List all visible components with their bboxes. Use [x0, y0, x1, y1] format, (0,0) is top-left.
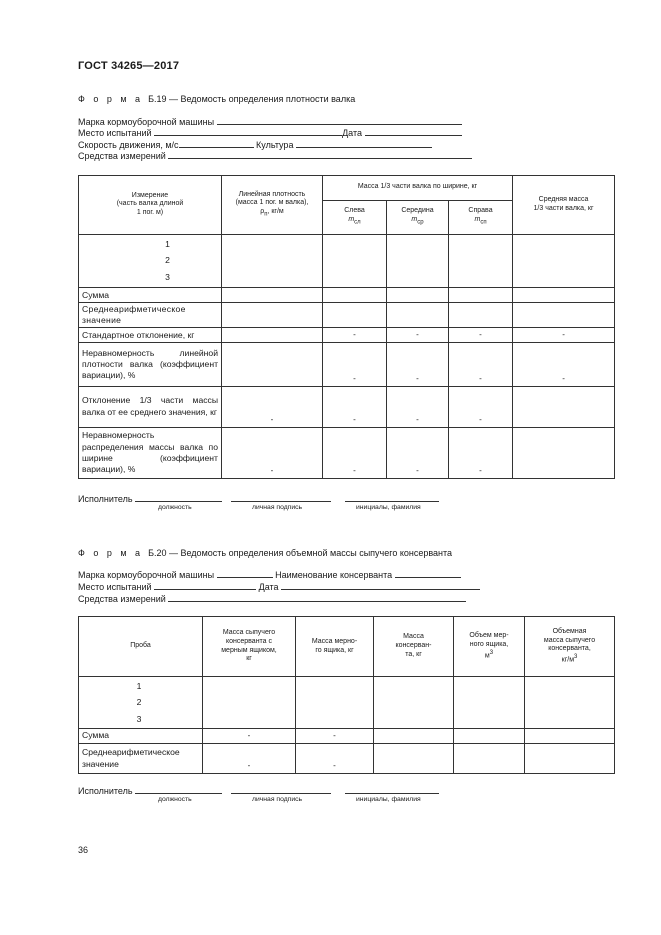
dash-cell: - — [387, 386, 449, 427]
signature-block-2 — [78, 784, 439, 796]
field-label: Место испытаний — [78, 582, 152, 592]
row-distribution-label: Неравномерность распределения массы валка по ширине (коэффициент вариации), % — [79, 427, 222, 478]
caption-signature: личная подпись — [252, 796, 303, 803]
fill-line — [135, 784, 222, 794]
header-bulk-mass: Масса сыпучего консерванта с мерным ящиком, кг — [203, 617, 296, 677]
fill-line — [231, 784, 331, 794]
fill-line — [217, 115, 462, 125]
dash-cell: - — [449, 427, 513, 478]
field-label: Дата — [258, 582, 279, 592]
header-measurement: Измерение (часть валка длиной 1 пог. м) — [79, 176, 222, 235]
field-label: Средства измерений — [78, 151, 166, 161]
header-bulk-density: Объемная масса сыпучего консерванта, $кг/м^3$ — [525, 617, 615, 677]
table-row — [79, 677, 615, 729]
form-b19-table — [78, 175, 615, 479]
row-sum-label: Сумма — [79, 287, 222, 302]
field-label: Скорость движения, м/с — [78, 140, 179, 150]
row-std-label: Стандартное отклонение, кг — [79, 327, 222, 342]
dash-cell: - — [296, 729, 374, 744]
dash-cell: - — [513, 343, 615, 386]
form-b20-line-instruments — [78, 592, 466, 604]
field-label: Марка кормоуборочной машины — [78, 570, 215, 580]
header-sample: Проба — [79, 617, 203, 677]
table-row — [79, 427, 615, 478]
signature-label: Исполнитель — [78, 786, 133, 796]
dash-cell: - — [323, 386, 387, 427]
header-box-volume: Объем мер- ного ящика, $м^3$ — [454, 617, 525, 677]
fill-line — [281, 580, 480, 590]
signature-block-1 — [78, 492, 439, 504]
dash-cell: - — [387, 327, 449, 342]
header-average-mass: Средняя масса 1/3 части валка, кг — [513, 176, 615, 235]
row-uneven-label: Неравномерность линейной плотности валка (коэффициент вариации), % — [79, 343, 222, 386]
fill-line — [345, 492, 439, 502]
row-mean-label: Среднеарифметическое значение — [79, 303, 222, 328]
caption-name: инициалы, фамилия — [356, 504, 421, 511]
table-row — [79, 744, 615, 774]
dash-cell: - — [323, 327, 387, 342]
fill-line — [296, 138, 432, 148]
fill-line — [217, 568, 273, 578]
table-row — [79, 303, 615, 328]
table-row — [79, 234, 615, 287]
signature-label: Исполнитель — [78, 494, 133, 504]
field-label: Средства измерений — [78, 594, 166, 604]
row-mean-label: Среднеарифметическое значение — [79, 744, 203, 774]
fill-line — [135, 492, 222, 502]
form-prefix: Ф о р м а — [78, 548, 144, 558]
fill-line — [179, 138, 254, 148]
header-mass-group: Масса 1/3 части валка по ширине, кг — [323, 176, 513, 201]
form-b19-title — [78, 94, 355, 104]
fill-line — [231, 492, 331, 502]
form-b19-line-instruments — [78, 149, 472, 161]
fill-line — [154, 580, 256, 590]
form-prefix: Ф о р м а — [78, 94, 144, 104]
dash-cell: - — [203, 744, 296, 774]
form-b20-table — [78, 616, 615, 774]
table-row — [79, 343, 615, 386]
dash-cell: - — [203, 729, 296, 744]
fill-line — [168, 592, 466, 602]
dash-cell: - — [513, 327, 615, 342]
page-number: 36 — [78, 845, 89, 855]
fill-line — [154, 126, 342, 136]
row-deviation-label: Отклонение 1/3 части массы валка от ее среднего значения, кг — [79, 386, 222, 427]
measurement-numbers: 1 2 3 — [79, 234, 222, 287]
header-left: Слева $m_{сл}$ — [323, 200, 387, 234]
fill-line — [345, 784, 439, 794]
form-b20-title — [78, 548, 452, 558]
table-row — [79, 327, 615, 342]
form-title-text: Б.19 — Ведомость определения плотности валка — [148, 94, 356, 104]
header-linear-density: Линейная плотность (масса 1 пог. м валка), $\rho_п$, кг/м — [222, 176, 323, 235]
field-label: Место испытаний — [78, 128, 152, 138]
table-row — [79, 729, 615, 744]
caption-signature: личная подпись — [252, 504, 303, 511]
form-b19-line-place — [78, 126, 462, 138]
field-label: Наименование консерванта — [275, 570, 393, 580]
row-sum-label: Сумма — [79, 729, 203, 744]
header-preservative-mass: Масса консерван- та, кг — [374, 617, 454, 677]
table-row — [79, 287, 615, 302]
sample-numbers: 1 2 3 — [79, 677, 203, 729]
fill-line — [365, 126, 462, 136]
dash-cell: - — [449, 327, 513, 342]
header-right: Справа $m_{сп}$ — [449, 200, 513, 234]
header-box-mass: Масса мерно- го ящика, кг — [296, 617, 374, 677]
dash-cell: - — [387, 427, 449, 478]
form-b20-line-place — [78, 580, 480, 592]
dash-cell: - — [222, 386, 323, 427]
caption-name: инициалы, фамилия — [356, 796, 421, 803]
dash-cell: - — [222, 427, 323, 478]
header-middle: Середина $m_{ср}$ — [387, 200, 449, 234]
dash-cell: - — [323, 427, 387, 478]
form-b20-line-machine — [78, 568, 461, 580]
dash-cell: - — [449, 343, 513, 386]
document-header: ГОСТ 34265—2017 — [78, 60, 180, 72]
field-label: Марка кормоуборочной машины — [78, 117, 215, 127]
field-label: Дата — [342, 128, 363, 138]
dash-cell: - — [296, 744, 374, 774]
caption-position: должность — [158, 504, 192, 511]
form-title-text: Б.20 — Ведомость определения объемной массы сыпучего консерванта — [148, 548, 453, 558]
fill-line — [168, 149, 472, 159]
caption-position: должность — [158, 796, 192, 803]
fill-line — [395, 568, 461, 578]
dash-cell: - — [323, 343, 387, 386]
dash-cell: - — [449, 386, 513, 427]
field-label: Культура — [256, 140, 294, 150]
table-row — [79, 386, 615, 427]
dash-cell: - — [387, 343, 449, 386]
